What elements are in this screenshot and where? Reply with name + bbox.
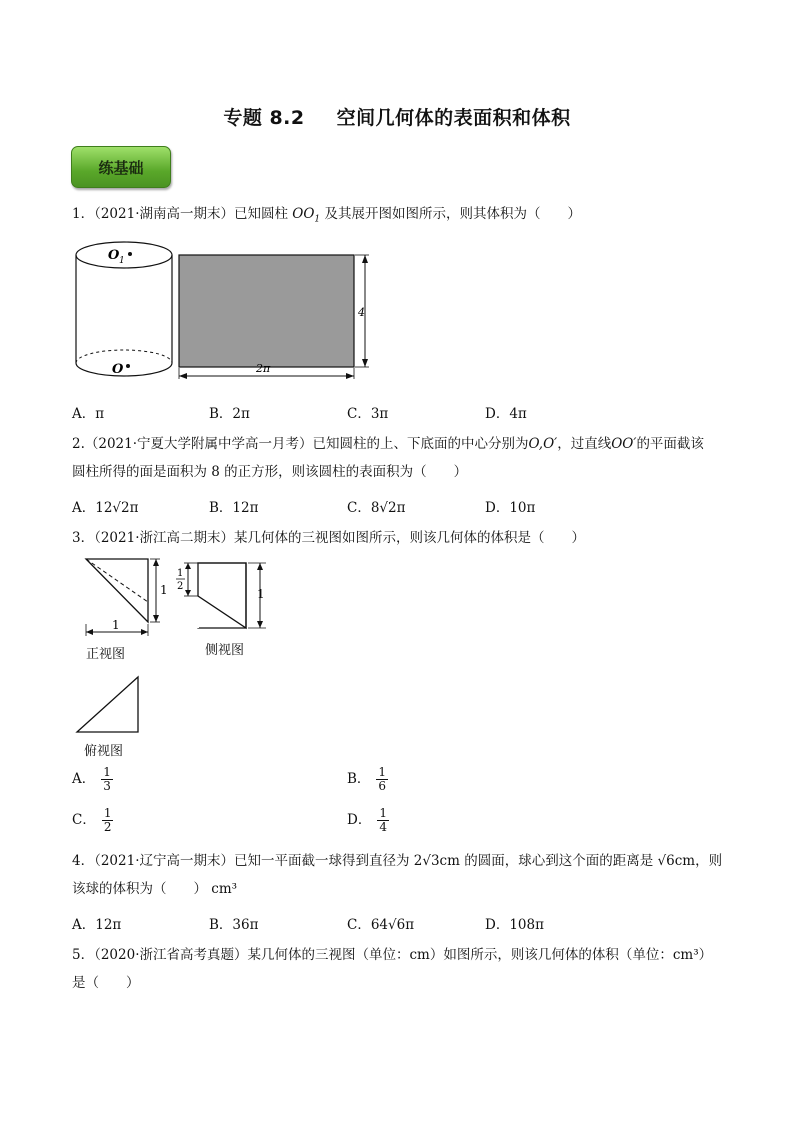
q2-option-c: C．8√2π — [347, 500, 406, 516]
page-title — [0, 103, 794, 130]
q4-option-d: D．108π — [485, 917, 544, 933]
q4-line1-c: ，则 — [695, 853, 723, 869]
q4-line2-a: 该球的体积为（ ） — [72, 881, 207, 897]
top-center-dot — [128, 252, 132, 256]
fig1-top-label: O — [108, 248, 120, 263]
q4-option-c: C．64√6π — [347, 917, 415, 933]
q3-option-a-letter: A． — [72, 771, 96, 787]
q1-text-a: 1．（2021·湖南高一期末）已知圆柱 — [72, 206, 293, 222]
q3-option-b — [347, 766, 388, 793]
q3-option-d — [347, 807, 389, 834]
side-view-label: 侧视图 — [205, 643, 245, 658]
q2-line1-b: ，过直线 — [557, 436, 612, 452]
q2-line2: 圆柱所得的面是面积为 8 的正方形，则该圆柱的表面积为（ ） — [72, 464, 468, 480]
q4-line2 — [72, 878, 752, 900]
q2-option-a: A．12√2π — [72, 500, 139, 516]
front-view-figure — [78, 556, 178, 644]
section-badge: 练基础 — [71, 146, 171, 188]
top-view-figure — [74, 674, 144, 736]
q4-value-diameter: 2√3cm — [413, 853, 460, 869]
cylinder-bottom-back — [76, 350, 172, 363]
q3-option-a-frac: $\frac{1}{3}$ — [103, 765, 111, 793]
side-half-num: 1 — [177, 568, 184, 579]
front-view-label: 正视图 — [86, 647, 126, 662]
q4-option-b: B．36π — [209, 917, 259, 933]
q3-option-a — [72, 766, 113, 793]
q2-line1-sym2: OO′ — [611, 436, 637, 452]
q2-option-d: D．10π — [485, 500, 536, 516]
q2-line1-sym: O,O′ — [528, 436, 558, 452]
side-height-label: 1 — [257, 587, 265, 601]
unrolled-rectangle — [179, 255, 354, 367]
question-5 — [72, 944, 752, 994]
q1-option-a: A．π — [72, 406, 105, 422]
question-4 — [72, 850, 752, 900]
q3-option-c-frac: $\frac{1}{2}$ — [103, 806, 112, 834]
q3-option-c-letter: C． — [72, 812, 96, 828]
q2-line1 — [72, 433, 752, 455]
q2-option-b: B．12π — [209, 500, 259, 516]
q4-line1-b: 的圆面，球心到这个面的距离是 — [459, 853, 658, 869]
front-width-label: 1 — [112, 618, 120, 632]
q4-value-distance: √6cm — [657, 853, 696, 869]
question-3: 3．（2021·浙江高二期末）某几何体的三视图如图所示，则该几何体的体积是（ ） — [72, 530, 585, 546]
q1-option-d: D．4π — [485, 406, 527, 422]
q5-line2: 是（ ） — [72, 975, 140, 991]
title-number: 专题 8.2 — [223, 107, 305, 129]
q1-text-b: 及其展开图如图所示，则其体积为（ ） — [320, 206, 581, 222]
q4-line1-a: 4．（2021·辽宁高一期末）已知一平面截一球得到直径为 — [72, 853, 414, 869]
fig1-bottom-label: O — [112, 362, 124, 377]
q1-option-b: B．2π — [209, 406, 250, 422]
q4-option-a: A．12π — [72, 917, 122, 933]
q4-line1 — [72, 850, 752, 872]
fig1-top-sub: 1 — [119, 256, 125, 266]
title-text: 空间几何体的表面积和体积 — [336, 107, 571, 129]
q2-line1-c: 的平面截该 — [636, 436, 704, 452]
side-half-den: 2 — [177, 581, 184, 592]
q3-option-b-letter: B． — [347, 771, 371, 787]
bottom-center-dot — [126, 364, 130, 368]
cylinder-bottom-front — [76, 363, 172, 376]
front-height-label: 1 — [160, 583, 168, 597]
q3-option-b-frac: $\frac{1}{6}$ — [378, 765, 387, 793]
fig1-width-label: 2π — [256, 362, 271, 375]
top-view-label: 俯视图 — [84, 744, 124, 759]
q3-option-c — [72, 807, 113, 834]
question-2 — [72, 433, 752, 483]
q1-option-c: C．3π — [347, 406, 389, 422]
question-1 — [72, 203, 732, 231]
q3-option-d-letter: D． — [347, 812, 372, 828]
side-view-figure — [176, 560, 276, 632]
q1-symbol: OO — [292, 206, 315, 222]
q5-line1: 5．（2020·浙江省高考真题）某几何体的三视图（单位：cm）如图所示，则该几何体的体积（单位：cm³） — [72, 947, 713, 963]
q3-option-d-frac: $\frac{1}{4}$ — [379, 806, 387, 834]
q1-figure — [72, 238, 382, 383]
q2-line1-a: 2.（2021·宁夏大学附属中学高一月考）已知圆柱的上、下底面的中心分别为 — [72, 436, 529, 452]
fig1-height-label: 4 — [358, 306, 365, 319]
q4-unit: cm³ — [211, 881, 238, 897]
q1-symbol-sub: 1 — [314, 214, 321, 225]
